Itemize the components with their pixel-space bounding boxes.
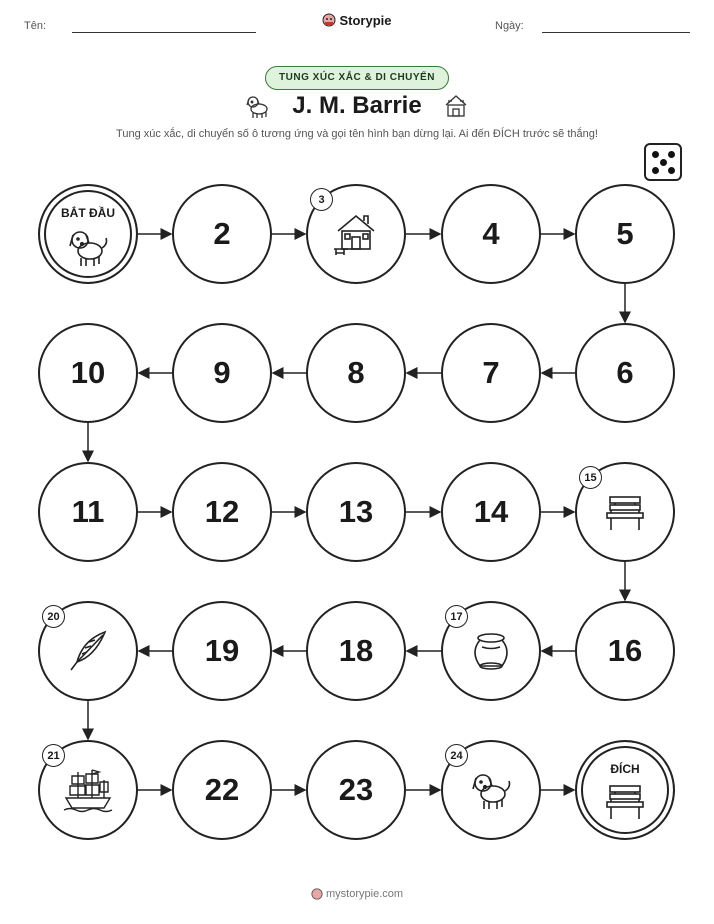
date-label: Ngày: [495, 20, 524, 32]
board-cell-18[interactable] [306, 601, 406, 701]
board-cell-19[interactable] [172, 601, 272, 701]
cell-number: 8 [347, 355, 365, 390]
board-cell-7[interactable] [441, 323, 541, 423]
cell-number: 9 [213, 355, 231, 390]
dog-icon [65, 224, 111, 275]
board-cell-14[interactable] [441, 462, 541, 562]
cell-number: 6 [616, 355, 634, 390]
name-label: Tên: [24, 20, 47, 32]
cell-number: 11 [71, 494, 105, 529]
cell-number: 23 [338, 772, 374, 807]
cell-number: 16 [607, 633, 643, 668]
cell-number-badge: 24 [445, 744, 468, 767]
board-cell-13[interactable] [306, 462, 406, 562]
board-cell-16[interactable] [575, 601, 675, 701]
board-cell-15[interactable] [575, 462, 675, 562]
instructions: Tung xúc xắc, di chuyển số ô tương ứng và gọi tên hình bạn dừng lại. Ai đến ĐÍCH trước sẽ thắng! [116, 128, 598, 140]
cell-number-badge: 17 [445, 605, 468, 628]
cell-number: 19 [204, 633, 240, 668]
board-cell-4[interactable] [441, 184, 541, 284]
cell-number-badge: 20 [42, 605, 65, 628]
cell-number-badge: 3 [310, 188, 333, 211]
cell-number-badge: 21 [42, 744, 65, 767]
cell-number: 18 [338, 633, 374, 668]
footer [0, 888, 714, 900]
start-label: BẮT ĐẦU [61, 206, 115, 220]
board-cell-3[interactable] [306, 184, 406, 284]
board-cell-22[interactable] [172, 740, 272, 840]
finish-cell[interactable] [575, 740, 675, 840]
storypie-logo-icon [311, 888, 323, 900]
board-cell-5[interactable] [575, 184, 675, 284]
board-cell-11[interactable] [38, 462, 138, 562]
page-title: J. M. Barrie [292, 92, 422, 119]
cell-number: 13 [338, 494, 374, 529]
board-cell-9[interactable] [172, 323, 272, 423]
board-cell-6[interactable] [575, 323, 675, 423]
brand-name: Storypie [339, 13, 392, 28]
cell-number: 14 [473, 494, 509, 529]
cell-number: 2 [213, 216, 231, 251]
pot-icon [469, 629, 513, 678]
finish-label: ĐÍCH [610, 762, 640, 776]
board-cell-17[interactable] [441, 601, 541, 701]
footer-url: mystorypie.com [326, 888, 404, 900]
start-cell[interactable] [38, 184, 138, 284]
board-cell-8[interactable] [306, 323, 406, 423]
board-cell-23[interactable] [306, 740, 406, 840]
board-cell-12[interactable] [172, 462, 272, 562]
cell-number: 4 [482, 216, 500, 251]
board-cell-2[interactable] [172, 184, 272, 284]
board-cell-21[interactable] [38, 740, 138, 840]
dog-icon [468, 767, 514, 818]
cell-number: 7 [482, 355, 500, 390]
ship-icon [62, 766, 114, 819]
board-cell-20[interactable] [38, 601, 138, 701]
cell-number: 5 [616, 216, 634, 251]
board-cell-24[interactable] [441, 740, 541, 840]
cell-number: 12 [204, 494, 240, 529]
cottage-icon [330, 211, 382, 262]
cell-number: 22 [204, 772, 240, 807]
cell-number: 10 [70, 355, 106, 390]
quill-icon [65, 628, 111, 679]
bench-icon [602, 780, 648, 827]
activity-tag: TUNG XÚC XẮC & DI CHUYỂN [265, 66, 449, 90]
cell-number-badge: 15 [579, 466, 602, 489]
board-cell-10[interactable] [38, 323, 138, 423]
bench-icon [602, 491, 648, 538]
